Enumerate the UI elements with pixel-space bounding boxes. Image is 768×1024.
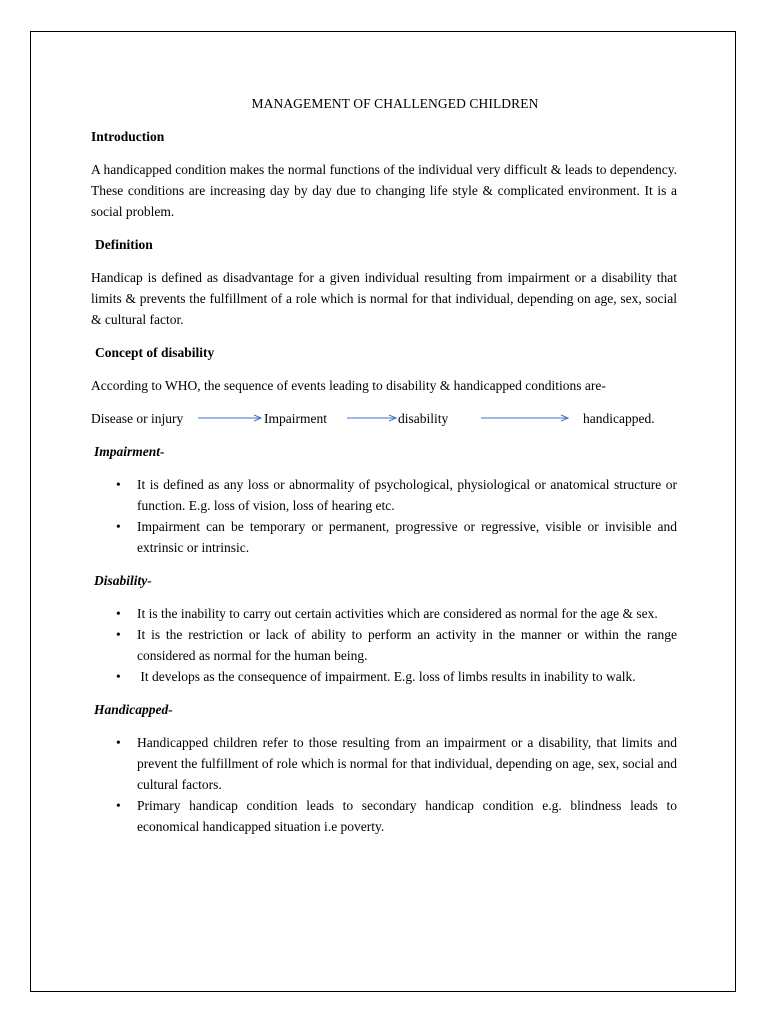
list-item-text: Impairment can be temporary or permanent, progressive or regressive, visible or invisible and extrinsic or intrinsic. bbox=[137, 519, 677, 555]
list-item bbox=[91, 732, 677, 795]
flow-term-impairment: Impairment bbox=[264, 411, 327, 426]
introduction-paragraph: A handicapped condition makes the normal functions of the individual very difficult & leads to dependency. These conditions are increasing day by day due to changing life style & complicated environment. It is a social problem. bbox=[91, 162, 677, 219]
flow-term-disease: Disease or injury bbox=[91, 411, 184, 426]
definition-heading: Definition bbox=[95, 237, 153, 252]
list-item-text: Handicapped children refer to those resulting from an impairment or a disability, that limits and prevent the fulfillment of role which is normal for that individual, depending on age, sex, social and cultural factors. bbox=[137, 735, 677, 792]
flow-term-disability: disability bbox=[398, 411, 449, 426]
list-item-text: It is defined as any loss or abnormality of psychological, physiological or anatomical structure or function. E.g. loss of vision, loss of hearing etc. bbox=[137, 477, 677, 513]
bullet-icon: • bbox=[116, 669, 121, 684]
document-body bbox=[91, 93, 677, 849]
bullet-icon: • bbox=[116, 477, 121, 492]
list-item bbox=[91, 666, 677, 687]
impairment-heading: Impairment- bbox=[94, 444, 165, 459]
flow-arrow-icon bbox=[198, 413, 262, 423]
flow-arrow-icon bbox=[481, 413, 569, 423]
definition-paragraph: Handicap is defined as disadvantage for a given individual resulting from impairment or a disability that limits & prevents the fulfillment of a role which is normal for that individual, depending on age, sex, social & cultural factor. bbox=[91, 270, 677, 327]
list-item bbox=[91, 603, 677, 624]
document-title: MANAGEMENT OF CHALLENGED CHILDREN bbox=[251, 96, 539, 111]
list-item-text: It develops as the consequence of impairment. E.g. loss of limbs results in inability to walk. bbox=[137, 669, 636, 684]
list-item-text: Primary handicap condition leads to secondary handicap condition e.g. blindness leads to economical handicapped situation i.e poverty. bbox=[137, 798, 677, 834]
impairment-list bbox=[91, 474, 677, 558]
list-item bbox=[91, 516, 677, 558]
flow-term-handicapped: handicapped. bbox=[583, 411, 655, 426]
list-item bbox=[91, 795, 677, 837]
disability-heading: Disability- bbox=[94, 573, 152, 588]
list-item-text: It is the restriction or lack of ability to perform an activity in the manner or within the range considered as normal for the human being. bbox=[137, 627, 677, 663]
list-item bbox=[91, 474, 677, 516]
concept-paragraph: According to WHO, the sequence of events leading to disability & handicapped conditions are- bbox=[91, 378, 606, 393]
bullet-icon: • bbox=[116, 798, 121, 813]
bullet-icon: • bbox=[116, 735, 121, 750]
handicapped-heading: Handicapped- bbox=[94, 702, 173, 717]
bullet-icon: • bbox=[116, 519, 121, 534]
handicapped-list bbox=[91, 732, 677, 837]
disability-sequence-flow bbox=[91, 408, 677, 429]
disability-list bbox=[91, 603, 677, 687]
list-item bbox=[91, 624, 677, 666]
flow-arrow-icon bbox=[347, 413, 397, 423]
bullet-icon: • bbox=[116, 606, 121, 621]
introduction-heading: Introduction bbox=[91, 129, 165, 144]
list-item-text: It is the inability to carry out certain activities which are considered as normal for the age & sex. bbox=[137, 606, 658, 621]
concept-heading: Concept of disability bbox=[95, 345, 215, 360]
bullet-icon: • bbox=[116, 627, 121, 642]
